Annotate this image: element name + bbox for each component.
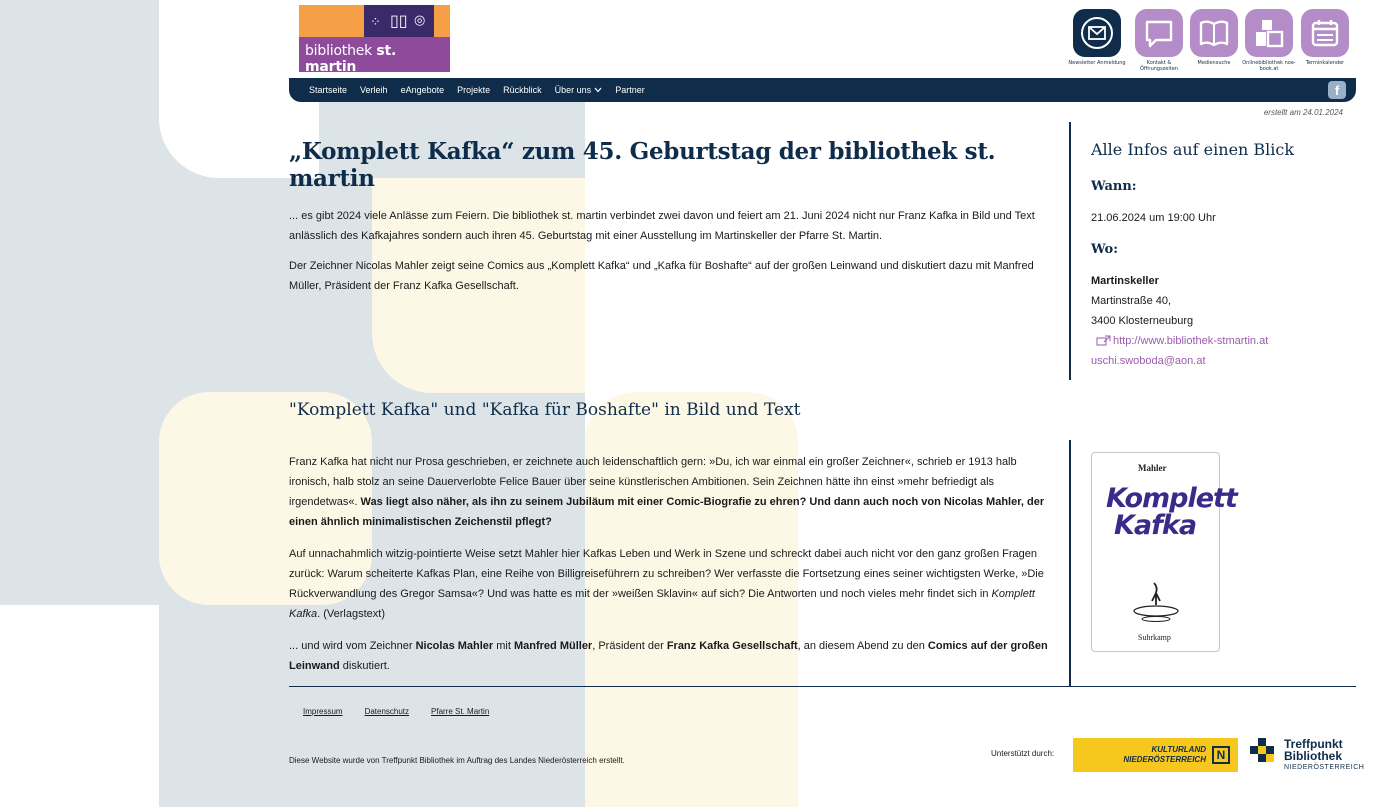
venue-name: Martinskeller [1091,275,1159,287]
quick-link-online-library[interactable]: Onlinebibliothek noe-book.at [1237,9,1301,72]
where-label: Wo: [1091,242,1119,257]
sidebar-heading: Alle Infos auf einen Blick [1091,140,1295,159]
nav-item-projekte[interactable]: Projekte [457,85,491,95]
article-body [289,452,1059,688]
footer-link-pfarre[interactable]: Pfarre St. Martin [431,707,490,716]
kulturland-logo[interactable]: KULTURLAND NIEDERÖSTERREICH N [1073,738,1238,772]
section-title: "Komplett Kafka" und "Kafka für Boshafte" in Bild und Text [289,400,801,420]
article-intro-second: Der Zeichner Nicolas Mahler zeigt seine Comics aus „Komplett Kafka“ und „Kafka für Boshafte“ auf der großen Leinwand und diskutiert dazu mit Manfred Müller, Präsident der Franz Kafka Gesellschaft. [289,260,1034,292]
footer-links [303,707,489,716]
body-paragraph: Auf unnachahmlich witzig-pointierte Weise setzt Mahler hier Kafkas Leben und Werk in Szene und schreckt dabei auch nicht vor den ganz großen Fragen zurück: Warum scheiterte Kafkas Plan, eine Reihe von Billigreiseführern zu schreiben? Wer verfasste die Fortsetzung eines seiner wichtigsten Werke, »Die Rückverwandlung des Gregor Samsa«? Und was hatte es mit der »weißen Sklavin« auf sich? Die Antworten und noch vieles mehr findet sich in Komplett Kafka. (Verlagstext) [289,548,1044,620]
body-paragraph: ... und wird vom Zeichner Nicolas Mahler mit Manfred Müller, Präsident der Franz Kafka Gesellschaft, an diesem Abend zu den Comics auf der großen Leinwand diskutiert. [289,640,1048,672]
logo-text: bibliothek st. martin [305,43,397,72]
footer-divider [289,686,1356,687]
event-date: 21.06.2024 um 19:00 Uhr [1091,212,1216,224]
treffpunkt-bibliothek-logo[interactable]: Treffpunkt Bibliothek NIEDERÖSTERREICH [1250,738,1364,774]
article-title: „Komplett Kafka“ zum 45. Geburtstag der bibliothek st. martin [289,138,996,192]
quick-link-newsletter[interactable]: Newsletter Anmeldung [1065,9,1129,66]
when-label: Wann: [1091,179,1137,194]
nav-item-rueckblick[interactable]: Rückblick [503,85,542,95]
website-link[interactable]: http://www.bibliothek-stmartin.at [1113,335,1269,347]
venue-street: Martinstraße 40, [1091,295,1172,307]
nav-item-partner[interactable]: Partner [615,85,645,95]
background-shape-white [0,605,159,807]
book-icon [1190,9,1238,57]
blocks-icon [1245,9,1293,57]
quick-link-media-search[interactable]: Mediensuche [1182,9,1246,66]
footer-link-datenschutz[interactable]: Datenschutz [364,707,410,716]
footer-link-impressum[interactable]: Impressum [303,707,343,716]
main-navigation [289,78,1356,102]
created-date: erstellt am 24.01.2024 [1263,108,1343,117]
article-main [289,122,1069,296]
cover-divider [1069,440,1071,686]
mail-icon [1073,9,1121,57]
info-sidebar [1091,140,1351,371]
nav-item-ueber-uns[interactable]: Über uns [555,85,603,95]
treffpunkt-mark-icon [1250,738,1280,768]
article-intro: ... es gibt 2024 viele Anlässe zum Feiern. Die bibliothek st. martin verbindet zwei davon und feiert am 21. Juni 2024 nicht nur Franz Kafka in Bild und Text anlässlich des Kafkajahres sondern auch ihren 45. Geburtstag mit einer Ausstellung im Martinskeller der Pfarre St. Martin. [289,210,1035,242]
external-link-icon [1091,335,1113,347]
calendar-icon [1301,9,1349,57]
kafka-figure-icon [1126,581,1186,625]
page-container [289,0,1365,771]
email-link[interactable]: uschi.swoboda@aon.at [1091,355,1206,367]
nav-item-startseite[interactable]: Startseite [309,85,348,95]
supported-by-label: Unterstützt durch: [991,749,1055,758]
nav-item-verleih[interactable]: Verleih [360,85,388,95]
footer-note: Diese Website wurde von Treffpunkt Bibliothek im Auftrag des Landes Niederösterreich erstellt. [289,756,625,765]
library-logo[interactable]: ⁘ ▯▯ ◎ bibliothek st. martin [299,5,450,72]
quick-link-contact[interactable]: Kontakt & Öffnungszeiten [1127,9,1191,72]
chevron-down-icon [594,87,602,93]
body-paragraph: Franz Kafka hat nicht nur Prosa geschrieben, er zeichnete auch leidenschaftlich gern: »Du, ich war einmal ein großer Zeichner«, schrieb er 1913 halb ironisch, halb stolz an seine Dauerverlobte Felice Bauer über seine künstlerischen Ambitionen. Sein Zeichnen hätte ihn einst »mehr befriedigt als irgendetwas«. Was liegt also näher, als ihn zu seinem Jubiläum mit einer Comic-Biografie zu ehren? Und dann auch noch von Nicolas Mahler, der einen ähnlich minimalistischen Zeichenstil pflegt? [289,456,1045,528]
background-shape-white [0,0,159,605]
speech-bubble-icon [1135,9,1183,57]
venue-city: 3400 Klosterneuburg [1091,315,1194,327]
sidebar-divider [1069,122,1071,380]
quick-link-calendar[interactable]: Terminkalender [1293,9,1357,66]
nav-item-eangebote[interactable]: eAngebote [400,85,445,95]
site-header [289,0,1356,78]
book-cover-image: Mahler Komplett Kafka Suhrkamp [1091,452,1220,652]
facebook-icon[interactable]: f [1328,81,1346,99]
website-row [1091,331,1351,351]
